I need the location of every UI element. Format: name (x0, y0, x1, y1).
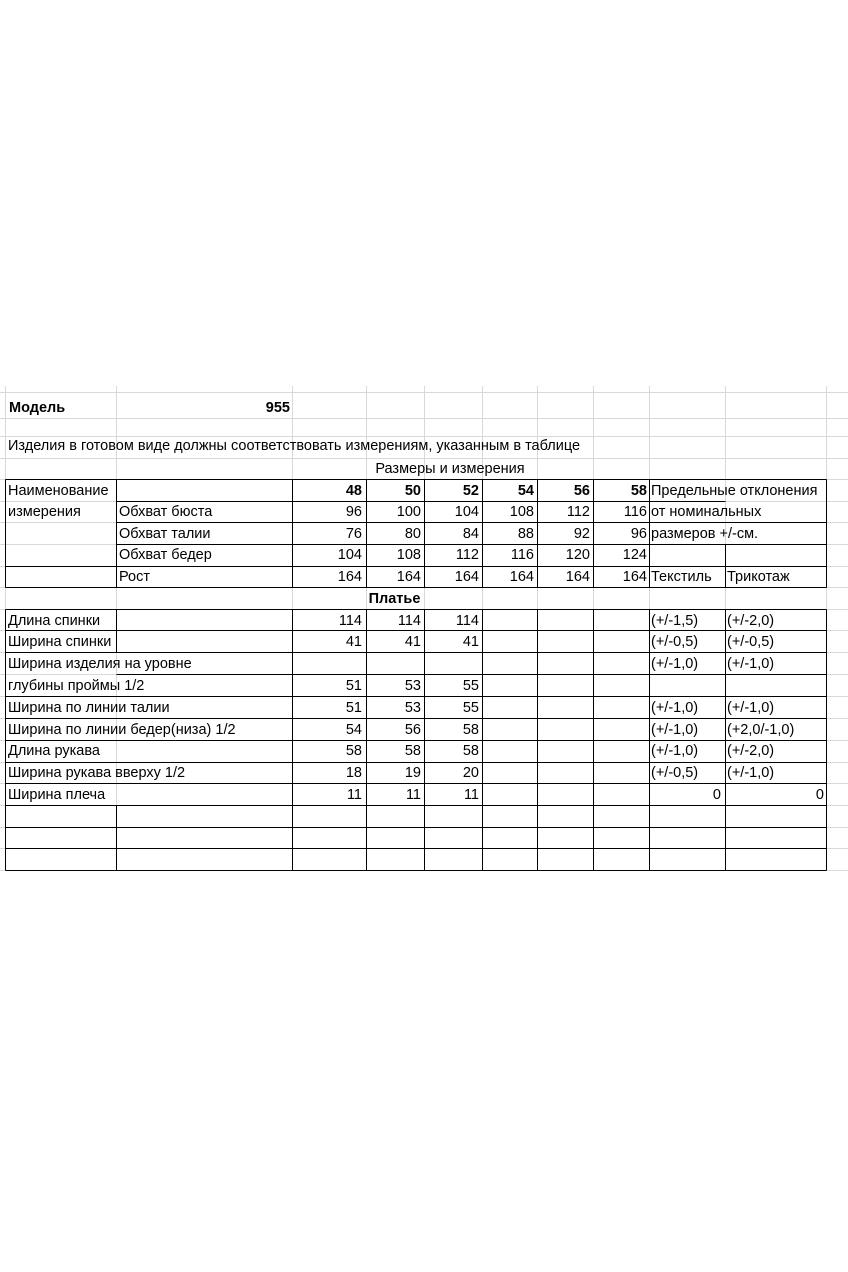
value-cell: 84 (462, 526, 479, 542)
row-label: Ширина по линии бедер(низа) 1/2 (8, 722, 236, 738)
row-label: Ширина плеча (8, 787, 106, 803)
measurement-name-header-cont: измерения (8, 504, 81, 520)
conformity-notice: Изделия в готовом виде должны соответствовать измерениям, указанным в таблице (8, 438, 581, 454)
value-cell: 58 (462, 722, 479, 738)
tolerance-header-units: размеров +/-см. (651, 526, 759, 542)
row-label: Длина рукава (8, 743, 100, 759)
value-cell: 51 (345, 678, 362, 694)
size-header-54: 54 (517, 483, 534, 499)
row-label: Ширина рукава вверху 1/2 (8, 765, 186, 781)
model-label: Модель (9, 400, 66, 416)
tolerance-header-cont: от номинальных (651, 504, 762, 520)
row-label: Обхват бедер (119, 547, 212, 563)
value-cell: 164 (396, 569, 421, 585)
value-cell: 112 (455, 547, 479, 563)
value-cell: 19 (404, 765, 421, 781)
value-cell: 41 (462, 634, 479, 650)
knit-tolerance: (+2,0/-1,0) (727, 722, 795, 738)
size-header-50: 50 (404, 483, 421, 499)
knit-tolerance: (+/-1,0) (727, 765, 775, 781)
value-cell: 56 (404, 722, 421, 738)
value-cell: 116 (510, 547, 534, 563)
value-cell: 120 (565, 547, 590, 563)
row-label: Ширина по линии талии (8, 700, 170, 716)
textile-tolerance: (+/-0,5) (651, 634, 699, 650)
value-cell: 104 (337, 547, 362, 563)
size-header-48: 48 (345, 483, 362, 499)
row-label: Рост (119, 569, 150, 585)
textile-tolerance: (+/-1,0) (651, 743, 699, 759)
knit-tolerance: 0 (815, 787, 824, 803)
value-cell: 58 (462, 743, 479, 759)
textile-tolerance: (+/-1,5) (651, 613, 699, 629)
measurement-name-header: Наименование (8, 483, 109, 499)
model-number: 955 (265, 400, 290, 416)
value-cell: 76 (345, 526, 362, 542)
value-cell: 20 (462, 765, 479, 781)
value-cell: 116 (623, 504, 647, 520)
size-header-58: 58 (630, 483, 647, 499)
textile-tolerance: (+/-0,5) (651, 765, 699, 781)
textile-tolerance: (+/-1,0) (651, 700, 699, 716)
row-label: Ширина изделия на уровне (8, 656, 192, 672)
value-cell: 11 (463, 787, 479, 803)
knit-tolerance: (+/-1,0) (727, 700, 775, 716)
row-label: глубины проймы 1/2 (8, 678, 145, 694)
knit-tolerance: (+/-2,0) (727, 613, 775, 629)
value-cell: 58 (345, 743, 362, 759)
size-header-52: 52 (462, 483, 479, 499)
value-cell: 55 (462, 700, 479, 716)
measurement-sheet (0, 386, 848, 886)
value-cell: 108 (509, 504, 534, 520)
value-cell: 112 (566, 504, 590, 520)
value-cell: 114 (397, 613, 421, 629)
value-cell: 53 (404, 700, 421, 716)
value-cell: 41 (345, 634, 362, 650)
value-cell: 164 (565, 569, 590, 585)
value-cell: 58 (404, 743, 421, 759)
knit-tolerance: (+/-1,0) (727, 656, 775, 672)
textile-header: Текстиль (651, 569, 712, 585)
value-cell: 164 (509, 569, 534, 585)
row-label: Длина спинки (8, 613, 101, 629)
value-cell: 114 (455, 613, 479, 629)
value-cell: 11 (346, 787, 362, 803)
value-cell: 108 (396, 547, 421, 563)
value-cell: 164 (622, 569, 647, 585)
row-label: Обхват бюста (119, 504, 213, 520)
value-cell: 100 (396, 504, 421, 520)
value-cell: 51 (345, 700, 362, 716)
value-cell: 104 (454, 504, 479, 520)
value-cell: 114 (338, 613, 362, 629)
value-cell: 80 (404, 526, 421, 542)
value-cell: 164 (454, 569, 479, 585)
value-cell: 96 (345, 504, 362, 520)
textile-tolerance: (+/-1,0) (651, 722, 699, 738)
value-cell: 53 (404, 678, 421, 694)
value-cell: 96 (630, 526, 647, 542)
value-cell: 11 (405, 787, 421, 803)
value-cell: 92 (573, 526, 590, 542)
value-cell: 124 (622, 547, 647, 563)
textile-tolerance: 0 (712, 787, 721, 803)
section-title: Платье (368, 591, 421, 607)
knit-header: Трикотаж (727, 569, 790, 585)
value-cell: 54 (345, 722, 362, 738)
tolerance-header: Предельные отклонения (651, 483, 818, 499)
row-label: Ширина спинки (8, 634, 112, 650)
row-label: Обхват талии (119, 526, 211, 542)
value-cell: 88 (517, 526, 534, 542)
value-cell: 55 (462, 678, 479, 694)
value-cell: 41 (404, 634, 421, 650)
sizes-title: Размеры и измерения (375, 461, 525, 477)
textile-tolerance: (+/-1,0) (651, 656, 699, 672)
knit-tolerance: (+/-2,0) (727, 743, 775, 759)
size-header-56: 56 (573, 483, 590, 499)
value-cell: 164 (337, 569, 362, 585)
value-cell: 18 (345, 765, 362, 781)
knit-tolerance: (+/-0,5) (727, 634, 775, 650)
